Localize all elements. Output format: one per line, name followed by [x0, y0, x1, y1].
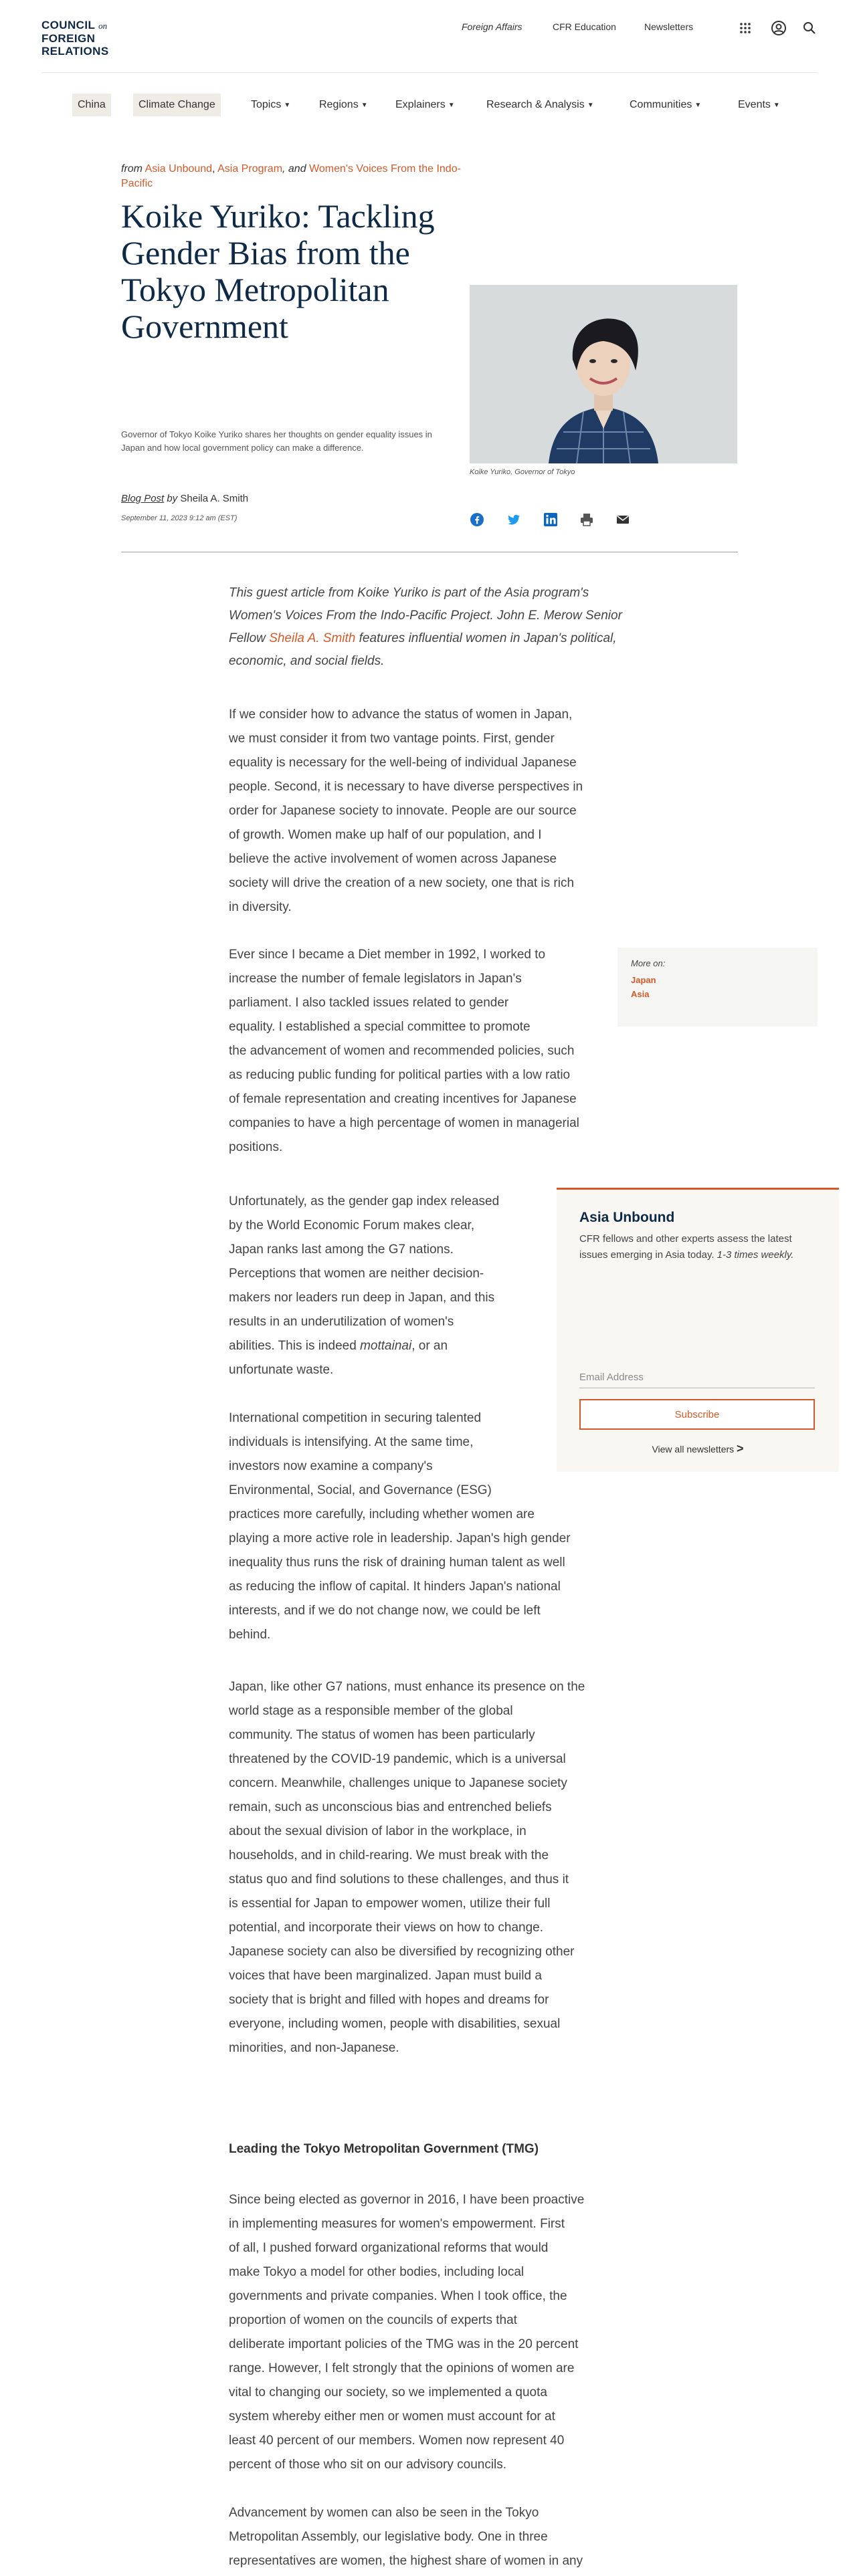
- hero-image: [470, 285, 737, 463]
- content-type-link[interactable]: Blog Post: [121, 493, 165, 504]
- print-icon[interactable]: [579, 512, 594, 527]
- email-share-icon[interactable]: [615, 512, 630, 527]
- account-icon[interactable]: [771, 20, 787, 36]
- paragraph-4: International competition in securing talented individuals is intensifying. At the same time, investors now examine a company's Environmental, Social, and Governance (ESG) practices more carefully, including whether women are playing a more active role in leadership. Japan's high gender inequality thus runs the risk of draining human talent as well as reducing the inflow of capital. It hinders Japan's national interests, and if we do not change now, we could be left behind.: [229, 1411, 571, 1642]
- byline: Blog Post by Sheila A. Smith: [121, 493, 249, 504]
- topic-link-asia[interactable]: Asia: [631, 989, 650, 999]
- paragraph-3: Unfortunately, as the gender gap index released by the World Economic Forum makes clear, Japan ranks last among the G7 nations. Perceptions that women are neither decision- makers nor leaders run deep in Japan, and this results in an underutilization of women's abilities. This is indeed mottainai, or an unfortunate waste.: [229, 1194, 500, 1377]
- nav-pill-china[interactable]: China: [72, 94, 111, 116]
- newsletter-description: CFR fellows and other experts assess the latest issues emerging in Asia today. 1-3 times weekly.: [579, 1233, 794, 1261]
- linkedin-share-icon[interactable]: [543, 512, 558, 527]
- article-intro: This guest article from Koike Yuriko is part of the Asia program's Women's Voices From the Indo-Pacific Project. John E. Merow Senior Fellow Sheila A. Smith features influential women in Japan's political, economic, and social fields.: [229, 586, 622, 668]
- caret-down-icon: ▼: [448, 102, 455, 109]
- main-nav: [0, 94, 859, 118]
- nav-menu-topics[interactable]: Topics ▼: [251, 99, 291, 110]
- caret-down-icon: ▼: [694, 102, 702, 109]
- caret-down-icon: ▼: [361, 102, 368, 109]
- cfr-education-link[interactable]: CFR Education: [553, 21, 616, 32]
- newsletter-title: Asia Unbound: [579, 1210, 675, 1225]
- facebook-share-icon[interactable]: [470, 512, 484, 527]
- publish-date: September 11, 2023 9:12 am (EST): [121, 514, 237, 522]
- caret-down-icon: ▼: [587, 102, 594, 109]
- nav-menu-explainers[interactable]: Explainers ▼: [395, 99, 455, 110]
- portrait-illustration: [470, 285, 737, 463]
- utility-nav: [0, 21, 859, 35]
- foreign-affairs-link[interactable]: Foreign Affairs: [462, 21, 522, 32]
- author-link[interactable]: Sheila A. Smith: [180, 493, 249, 504]
- paragraph-7: Advancement by women can also be seen in the Tokyo Metropolitan Assembly, our legislative body. One in three representatives are women, the highest share of women in any: [229, 2506, 583, 2568]
- caret-down-icon: ▼: [773, 102, 780, 109]
- nav-menu-research-analysis[interactable]: Research & Analysis ▼: [486, 99, 594, 110]
- paragraph-2: Ever since I became a Diet member in 1992, I worked to increase the number of female legislators in Japan's parliament. I also tackled issues related to gender equality. I established a special committee to promote the advancement of women and recommended policies, such as reducing public funding for political parties with a low ratio of female representation and creating incentives for Japanese companies to have a high percentage of women in managerial positions.: [229, 948, 579, 1154]
- newsletter-signup: [557, 1188, 839, 1472]
- header-divider: [41, 72, 818, 73]
- image-caption: Koike Yuriko, Governor of Tokyo: [470, 468, 575, 476]
- nav-menu-regions[interactable]: Regions ▼: [319, 99, 368, 110]
- subscribe-button[interactable]: Subscribe: [579, 1399, 815, 1430]
- twitter-share-icon[interactable]: [506, 512, 521, 527]
- article-kicker: from Asia Unbound, Asia Program, and Women's Voices From the Indo-Pacific: [121, 163, 461, 189]
- womens-voices-link[interactable]: Women's Voices From the Indo-Pacific: [121, 163, 461, 189]
- article-dek: Governor of Tokyo Koike Yuriko shares her thoughts on gender equality issues in Japan and how local government policy can make a difference.: [121, 429, 432, 453]
- more-on-box: [617, 948, 818, 1027]
- chevron-right-icon: >: [737, 1442, 744, 1455]
- nav-pill-climate-change[interactable]: Climate Change: [133, 94, 221, 116]
- topic-link-japan[interactable]: Japan: [631, 975, 656, 985]
- sheila-smith-link[interactable]: Sheila A. Smith: [269, 631, 356, 645]
- site-header: [0, 0, 859, 74]
- paragraph-5: Japan, like other G7 nations, must enhance its presence on the world stage as a responsible member of the global community. The status of women has been particularly threatened by the COVID-19 pandemic, which is a universal concern. Meanwhile, challenges unique to Japanese society remain, such as unconscious bias and entrenched beliefs about the sexual division of labor in the workplace, in households, and in child-rearing. We must break with the status quo and find solutions to these challenges, and thus it is essential for Japan to empower women, utilize their full potential, and incorporate their views on how to change. Japanese society can also be diversified by recognizing other voices that have been marginalized. Japan must build a society that is bright and filled with hopes and dreams for everyone, including women, people with disabilities, sexual minorities, and non-Japanese.: [229, 1680, 585, 2055]
- paragraph-6: Since being elected as governor in 2016, I have been proactive in implementing measures for women's empowerment. First of all, I pushed forward organizational reforms that would make Tokyo a model for other bodies, including local governments and private companies. When I took office, the proportion of women on the councils of experts that deliberate important policies of the TMG was in the 20 percent range. However, I felt strongly that the opinions of women are vital to changing our society, so we implemented a quota system whereby either men or women must account for at least 40 percent of our members. Women now represent 40 percent of those who sit on our advisory councils.: [229, 2193, 585, 2472]
- paragraph-1: If we consider how to advance the status of women in Japan, we must consider it from two vantage points. First, gender equality is necessary for the well-being of individual Japanese people. Second, it is necessary to have diverse perspectives in order for Japanese society to innovate. People are our source of growth. Women make up half of our population, and I believe the active involvement of women across Japanese society will drive the creation of a new society, one that is rich in diversity.: [229, 708, 583, 914]
- caret-down-icon: ▼: [284, 102, 291, 109]
- cfr-logo[interactable]: COUNCIL on FOREIGN RELATIONS: [41, 19, 109, 58]
- more-on-label: More on:: [631, 958, 666, 968]
- section-heading: Leading the Tokyo Metropolitan Government (TMG): [229, 2142, 539, 2156]
- apps-grid-icon[interactable]: [737, 20, 753, 36]
- view-all-newsletters-link[interactable]: View all newsletters >: [652, 1442, 744, 1455]
- nav-menu-communities[interactable]: Communities ▼: [630, 99, 702, 110]
- article-title: Koike Yuriko: Tackling Gender Bias from the Tokyo Metropolitan Government: [121, 197, 435, 345]
- nav-menu-events[interactable]: Events ▼: [738, 99, 780, 110]
- search-icon[interactable]: [801, 20, 818, 36]
- email-input[interactable]: [579, 1367, 815, 1388]
- asia-program-link[interactable]: Asia Program: [217, 163, 283, 175]
- asia-unbound-link[interactable]: Asia Unbound: [145, 163, 213, 175]
- newsletters-link[interactable]: Newsletters: [644, 21, 694, 32]
